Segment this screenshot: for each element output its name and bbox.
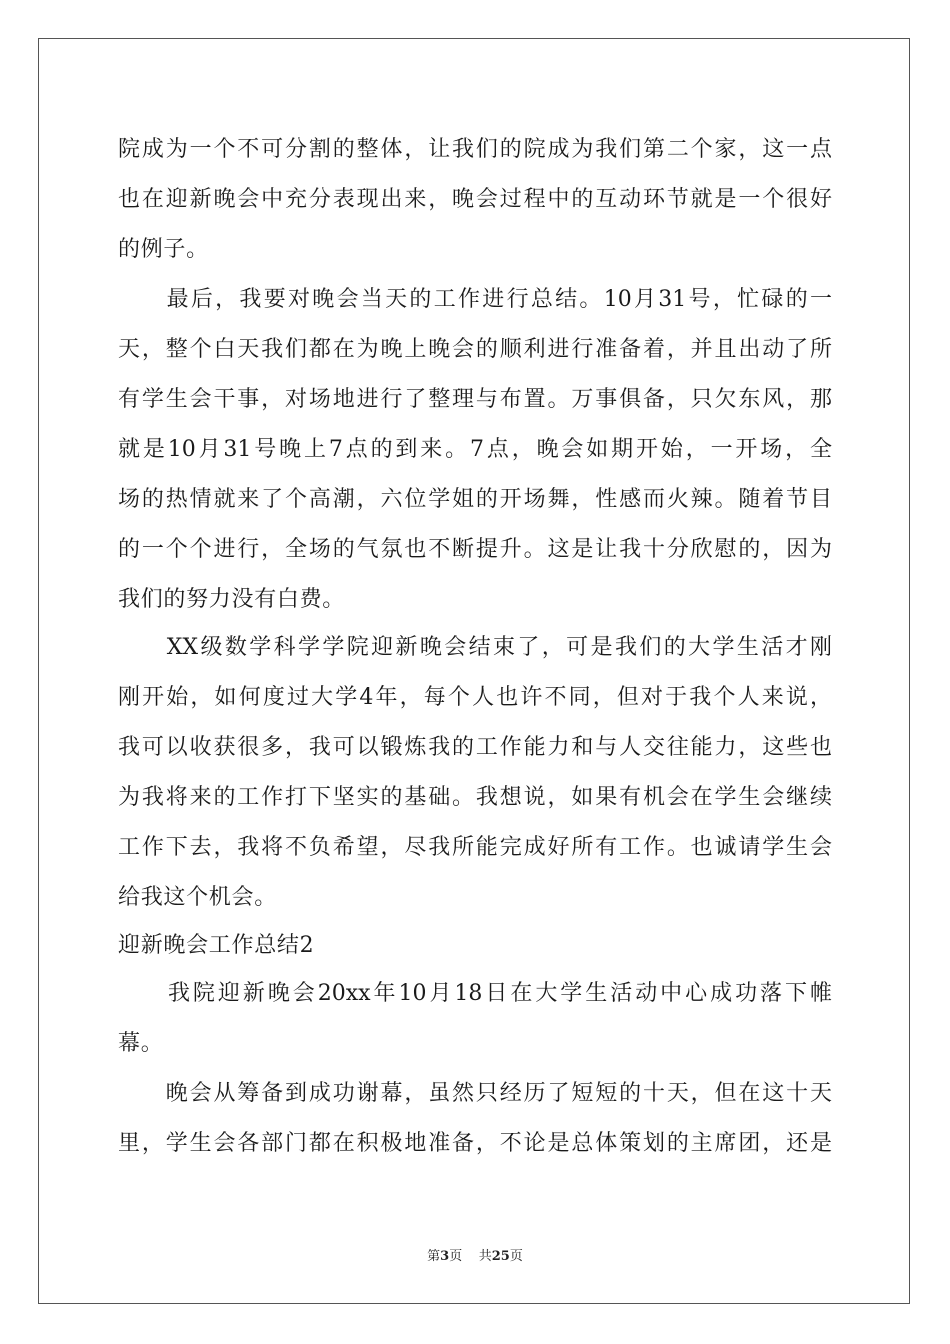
text-line: 的一个个进行，全场的气氛也不断提升。这是让我十分欣慰的，因为: [118, 537, 832, 562]
text-line: 最后，我要对晚会当天的工作进行总结。10月31号，忙碌的一: [118, 287, 832, 312]
text-line: 场的热情就来了个高潮，六位学姐的开场舞，性感而火辣。随着节目: [118, 487, 832, 512]
section-heading: 迎新晚会工作总结2: [118, 933, 315, 958]
page-number: 3: [440, 1249, 450, 1264]
total-prefix: 共: [478, 1249, 492, 1264]
text-line: 里，学生会各部门都在积极地准备，不论是总体策划的主席团，还是: [118, 1131, 832, 1156]
text-line: 工作下去，我将不负希望，尽我所能完成好所有工作。也诚请学生会: [118, 835, 832, 860]
text-line: XX级数学科学学院迎新晚会结束了，可是我们的大学生活才刚: [118, 635, 832, 660]
text-line: 的例子。: [118, 237, 209, 262]
text-line: 院成为一个不可分割的整体，让我们的院成为我们第二个家，这一点: [118, 137, 832, 162]
text-line: 有学生会干事，对场地进行了整理与布置。万事俱备，只欠东风，那: [118, 387, 832, 412]
text-line: 就是10月31号晚上7点的到来。7点，晚会如期开始，一开场，全: [118, 437, 832, 462]
text-line: 刚开始，如何度过大学4年，每个人也许不同，但对于我个人来说，: [118, 685, 832, 710]
text-line: 给我这个机会。: [118, 885, 277, 910]
page-suffix: 页: [449, 1249, 463, 1264]
text-line: 我可以收获很多，我可以锻炼我的工作能力和与人交往能力，这些也: [118, 735, 832, 760]
text-line: 晚会从筹备到成功谢幕，虽然只经历了短短的十天，但在这十天: [118, 1081, 832, 1106]
text-line: 我院迎新晚会20xx年10月18日在大学生活动中心成功落下帷: [118, 981, 832, 1006]
text-line: 幕。: [118, 1031, 164, 1056]
text-line: 我们的努力没有白费。: [118, 587, 346, 612]
total-pages: 25: [491, 1249, 510, 1264]
total-suffix: 页: [509, 1249, 523, 1264]
page-footer: [0, 1248, 950, 1266]
text-line: 也在迎新晚会中充分表现出来，晚会过程中的互动环节就是一个很好: [118, 187, 832, 212]
text-line: 天，整个白天我们都在为晚上晚会的顺利进行准备着，并且出动了所: [118, 337, 832, 362]
page-border: [38, 38, 910, 1304]
text-line: 为我将来的工作打下坚实的基础。我想说，如果有机会在学生会继续: [118, 785, 832, 810]
page-prefix: 第: [427, 1249, 441, 1264]
